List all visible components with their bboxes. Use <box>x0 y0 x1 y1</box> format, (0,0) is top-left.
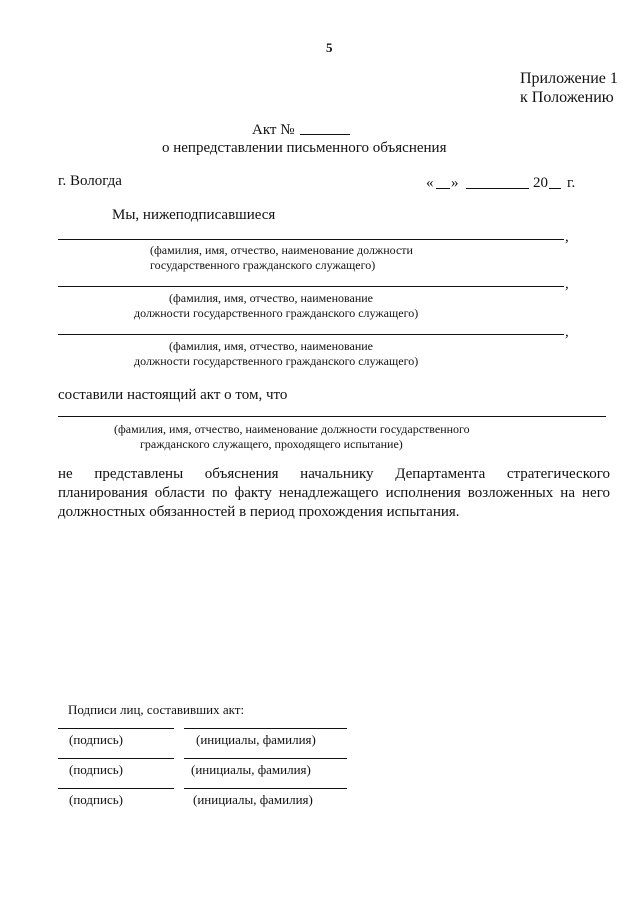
date-month-line <box>466 188 529 189</box>
body-line-1: не представлены объяснения начальнику Департамента стратегического <box>58 466 610 482</box>
body-line-3: должностных обязанностей в период прохождения испытания. <box>58 504 460 520</box>
name-line-3 <box>184 788 347 789</box>
date-year-prefix: 20 <box>533 175 548 191</box>
signatory-hint-3-line1: (фамилия, имя, отчество, наименование <box>169 339 373 353</box>
act-title: Акт № <box>252 122 295 138</box>
signatures-heading: Подписи лиц, составивших акт: <box>68 702 245 717</box>
appendix-label: Приложение 1 <box>520 70 618 87</box>
subject-hint-line2: гражданского служащего, проходящего испытание) <box>140 437 403 451</box>
name-hint-3: (инициалы, фамилия) <box>193 792 313 807</box>
composed-text: составили настоящий акт о том, что <box>58 387 288 403</box>
signatory-line-3 <box>58 334 564 335</box>
signatory-hint-1-line1: (фамилия, имя, отчество, наименование должности <box>150 243 413 257</box>
signatory-line-2-comma: , <box>565 276 569 292</box>
signature-line-1 <box>58 728 174 729</box>
subject-line <box>58 416 606 417</box>
date-year-line <box>549 188 561 189</box>
signatory-line-1-comma: , <box>565 229 569 245</box>
signatory-line-3-comma: , <box>565 324 569 340</box>
act-number-line <box>300 134 350 135</box>
name-hint-1: (инициалы, фамилия) <box>196 732 316 747</box>
name-line-1 <box>184 728 347 729</box>
date-open-quote: « <box>426 175 434 191</box>
date-close-quote: » <box>451 175 459 191</box>
signatory-hint-2-line2: должности государственного гражданского служащего) <box>134 306 419 320</box>
place: г. Вологда <box>58 173 122 189</box>
body-line-2: планирования области по факту ненадлежащего исполнения возложенных на него <box>58 485 610 501</box>
signatory-hint-1-line2: государственного гражданского служащего) <box>150 258 376 272</box>
signature-hint-3: (подпись) <box>69 792 123 807</box>
act-subtitle: о непредставлении письменного объяснения <box>162 140 447 156</box>
signatory-line-2 <box>58 286 564 287</box>
signatory-line-1 <box>58 239 564 240</box>
name-hint-2: (инициалы, фамилия) <box>191 762 311 777</box>
signatory-hint-2-line1: (фамилия, имя, отчество, наименование <box>169 291 373 305</box>
appendix-reference: к Положению <box>520 89 614 106</box>
signature-line-3 <box>58 788 174 789</box>
signature-line-2 <box>58 758 174 759</box>
name-line-2 <box>184 758 347 759</box>
subject-hint-line1: (фамилия, имя, отчество, наименование должности государственного <box>114 422 470 436</box>
signature-hint-1: (подпись) <box>69 732 123 747</box>
date-year-suffix: г. <box>567 175 576 191</box>
signature-hint-2: (подпись) <box>69 762 123 777</box>
signatory-hint-3-line2: должности государственного гражданского служащего) <box>134 354 419 368</box>
signatories-intro: Мы, нижеподписавшиеся <box>112 207 276 223</box>
body-paragraph <box>58 465 610 522</box>
date-day-line <box>436 188 450 189</box>
page-number: 5 <box>326 40 333 55</box>
